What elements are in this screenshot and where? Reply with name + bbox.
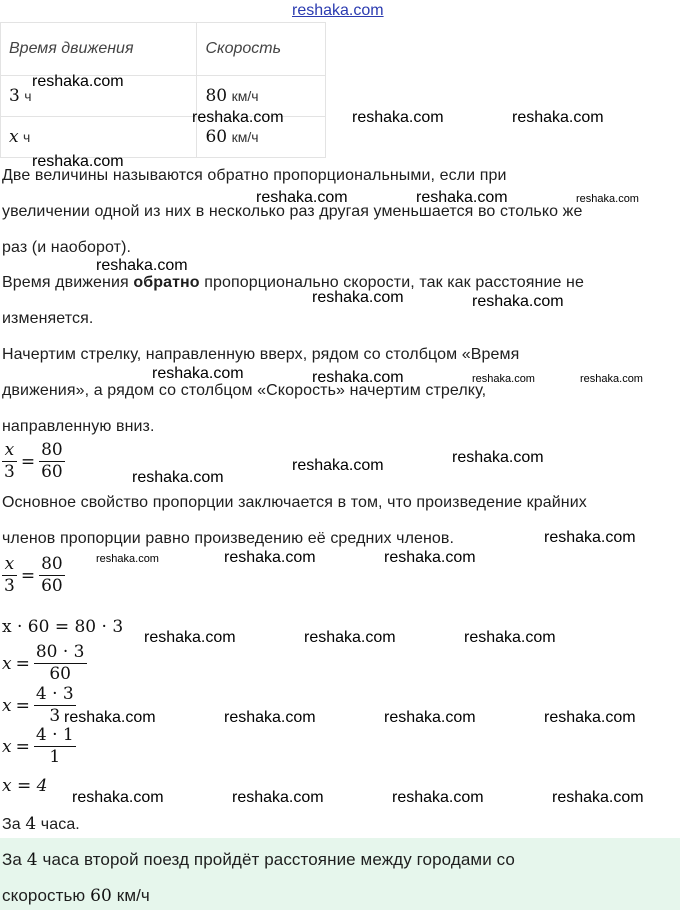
watermark: reshaka.com xyxy=(384,549,476,566)
watermark: reshaka.com xyxy=(132,469,224,486)
fraction: $\frac{4 \cdot 1}{1}$ xyxy=(35,725,74,767)
header-speed: Скорость xyxy=(197,23,326,76)
watermark: reshaka.com xyxy=(384,709,476,726)
watermark: reshaka.com xyxy=(224,549,316,566)
arrow-line: движения», а рядом со столбцом «Скорость» начертим стрелку, xyxy=(2,382,487,399)
watermark: reshaka.com xyxy=(452,449,544,466)
cell-time: x ч xyxy=(1,117,197,158)
answer-line: За 4 часа. xyxy=(2,814,80,834)
solution-step: x = $\frac{4 \cdot 3}{3}$ xyxy=(2,684,74,726)
arrow-line: Начертим стрелку, направленную вверх, рядом со столбцом «Время xyxy=(2,346,520,363)
watermark: reshaka.com xyxy=(256,189,348,206)
watermark: reshaka.com xyxy=(224,709,316,726)
bold-word: обратно xyxy=(133,274,200,291)
property-line: членов пропорции равно произведению её средних членов. xyxy=(2,530,455,547)
solution-step: x = $\frac{4 \cdot 1}{1}$ xyxy=(2,725,74,767)
highlight-line: За 4 часа второй поезд пройдёт расстояние между городами со xyxy=(2,850,515,870)
watermark: reshaka.com xyxy=(312,289,404,306)
watermark: reshaka.com xyxy=(304,629,396,646)
watermark: reshaka.com xyxy=(96,257,188,274)
watermark: reshaka.com xyxy=(292,457,384,474)
definition-line: увеличении одной из них в несколько раз другая уменьшается во столько же xyxy=(2,203,583,220)
fraction: $\frac{x}{3}$ xyxy=(4,554,15,596)
cell-speed: 80 км/ч xyxy=(197,76,326,117)
watermark: reshaka.com xyxy=(64,709,156,726)
header-time: Время движения xyxy=(1,23,197,76)
relation-line: изменяется. xyxy=(2,310,94,327)
fraction: $\frac{80}{60}$ xyxy=(41,440,63,482)
watermark: reshaka.com xyxy=(152,365,244,382)
fraction: $\frac{x}{3}$ xyxy=(4,440,15,482)
watermark: reshaka.com xyxy=(32,153,124,170)
arrow-line: направленную вниз. xyxy=(2,418,155,435)
cell-time: 3 ч xyxy=(1,76,197,117)
site-link[interactable]: reshaka.com xyxy=(292,2,384,19)
watermark: reshaka.com xyxy=(192,109,284,126)
watermark: reshaka.com xyxy=(32,73,124,90)
proportion-equation: $\frac{x}{3}$ = $\frac{80}{60}$ xyxy=(4,554,63,596)
watermark: reshaka.com xyxy=(72,789,164,806)
watermark: reshaka.com xyxy=(464,629,556,646)
watermark: reshaka.com xyxy=(544,709,636,726)
table-header-row xyxy=(1,23,326,76)
cell-speed: 60 км/ч xyxy=(197,117,326,158)
definition-line: раз (и наоборот). xyxy=(2,239,132,256)
watermark: reshaka.com xyxy=(352,109,444,126)
definition-line: Две величины называются обратно пропорциональными, если при xyxy=(2,167,507,184)
result-equation: x = 4 xyxy=(2,776,48,796)
highlight-line: скоростью 60 км/ч xyxy=(2,886,150,906)
watermark: reshaka.com xyxy=(544,529,636,546)
relation-line: Время движения обратно пропорционально скорости, так как расстояние не xyxy=(2,274,584,291)
watermark: reshaka.com xyxy=(576,193,639,205)
solution-step: x = $\frac{80 \cdot 3}{60}$ xyxy=(2,642,85,684)
fraction: $\frac{4 \cdot 3}{3}$ xyxy=(35,684,74,726)
watermark: reshaka.com xyxy=(312,369,404,386)
watermark: reshaka.com xyxy=(392,789,484,806)
cross-multiplication: x · 60 = 80 · 3 xyxy=(2,617,124,637)
fraction: $\frac{80 \cdot 3}{60}$ xyxy=(35,642,85,684)
watermark: reshaka.com xyxy=(512,109,604,126)
fraction: $\frac{80}{60}$ xyxy=(41,554,63,596)
watermark: reshaka.com xyxy=(232,789,324,806)
watermark: reshaka.com xyxy=(472,293,564,310)
property-line: Основное свойство пропорции заключается в том, что произведение крайних xyxy=(2,494,587,511)
watermark: reshaka.com xyxy=(552,789,644,806)
proportion-equation: $\frac{x}{3}$ = $\frac{80}{60}$ xyxy=(4,440,63,482)
watermark: reshaka.com xyxy=(472,373,535,385)
watermark: reshaka.com xyxy=(96,553,159,565)
watermark: reshaka.com xyxy=(580,373,643,385)
watermark: reshaka.com xyxy=(416,189,508,206)
watermark: reshaka.com xyxy=(144,629,236,646)
